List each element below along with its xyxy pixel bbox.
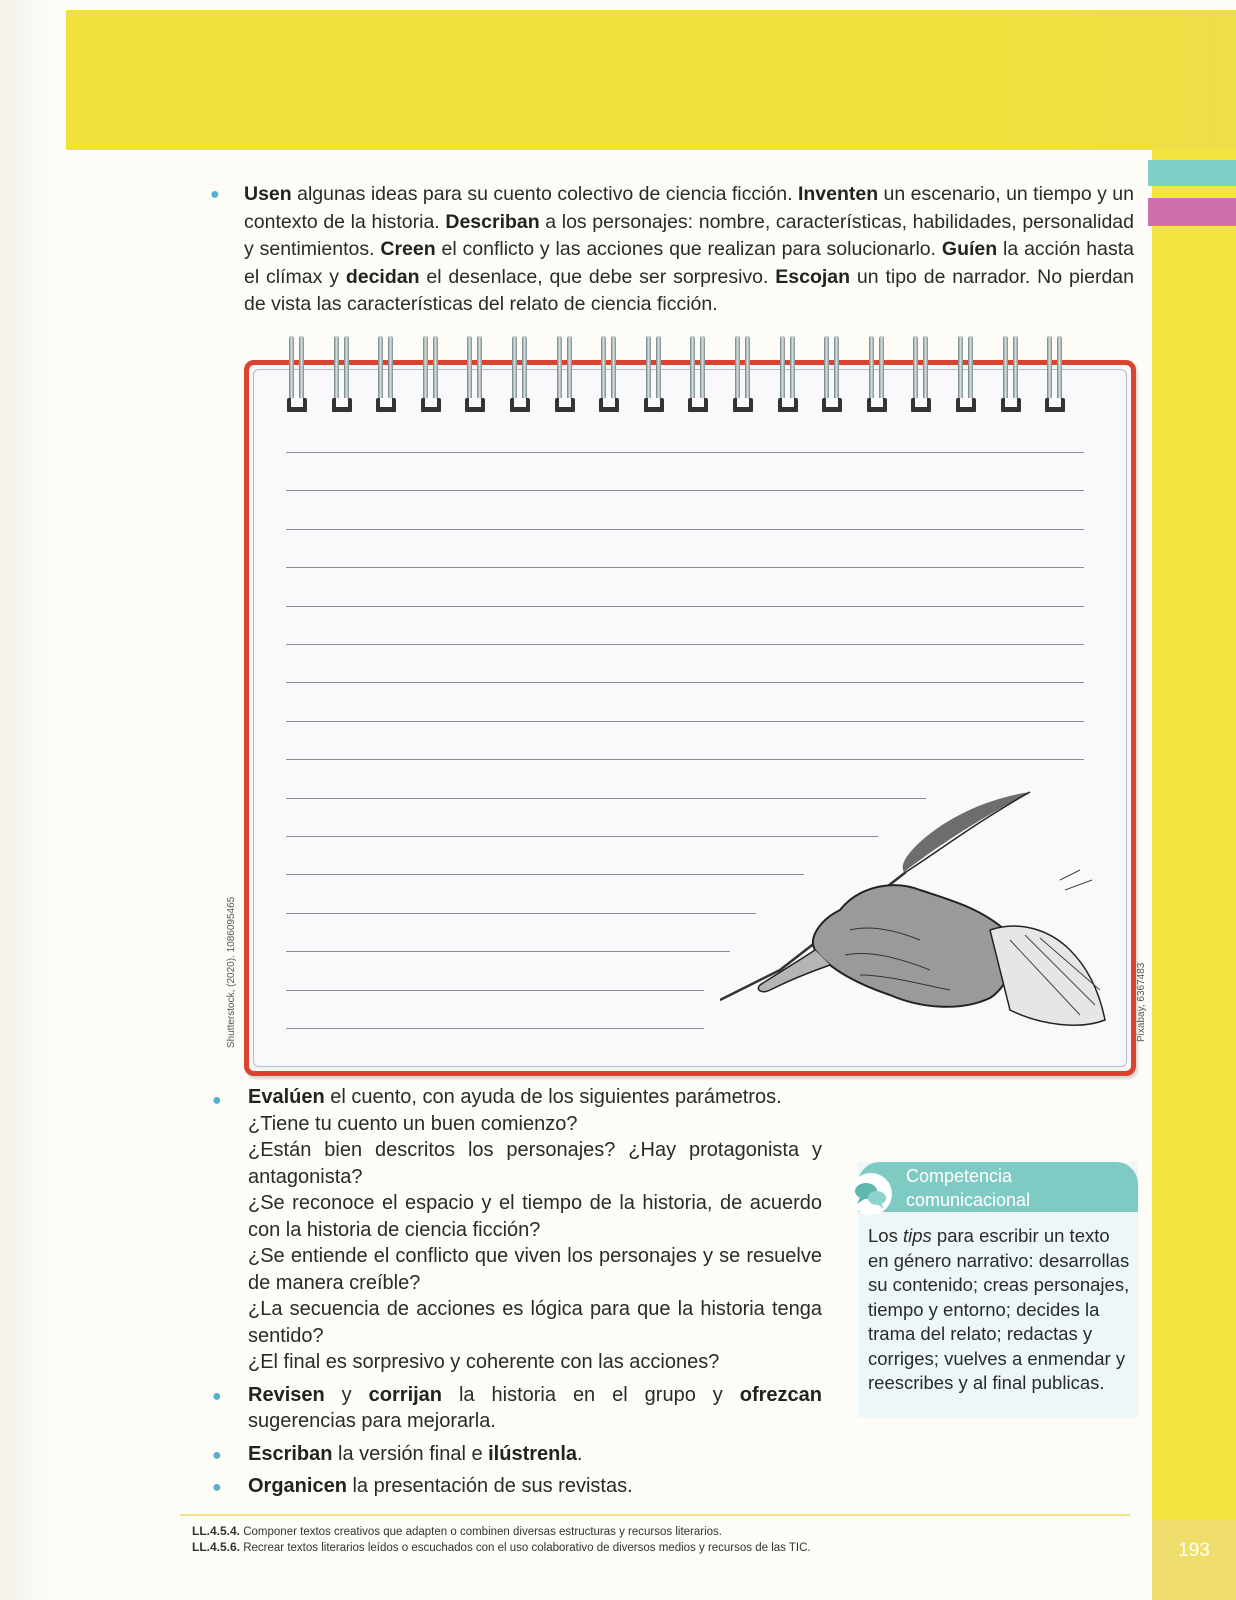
evaluation-question: ¿Se reconoce el espacio y el tiempo de la historia, de acuerdo con la historia de ciencia ficción? bbox=[248, 1192, 822, 1241]
spiral-ring bbox=[420, 336, 442, 416]
competencia-title: Competencia comunicacional bbox=[906, 1166, 1031, 1210]
writing-line bbox=[286, 644, 1084, 645]
spiral-ring bbox=[687, 336, 709, 416]
writing-line bbox=[286, 529, 1084, 530]
evaluation-question: ¿Están bien descritos los personajes? ¿Hay protagonista y antagonista? bbox=[248, 1139, 822, 1188]
photo-credit-right: Pixabay, 6367483 bbox=[1136, 962, 1147, 1042]
task-item: ● Revisen y corrijan la historia en el grupo y ofrezcan sugerencias para mejorarla. bbox=[212, 1383, 822, 1432]
bullet-icon: ● bbox=[212, 1387, 222, 1405]
quill-hand-illustration bbox=[720, 780, 1120, 1060]
writing-line bbox=[286, 1028, 704, 1029]
spiral-ring bbox=[910, 336, 932, 416]
header-band bbox=[66, 10, 1236, 150]
footer-divider bbox=[180, 1514, 1130, 1516]
evaluation-lead: Evalúen el cuento, con ayuda de los siguientes parámetros. bbox=[248, 1086, 782, 1108]
spiral-ring bbox=[331, 336, 353, 416]
curriculum-code-line: LL.4.5.4. Componer textos creativos que adapten o combinen diversas estructuras y recursos literarios. bbox=[192, 1524, 722, 1538]
spiral-ring bbox=[1044, 336, 1066, 416]
spiral-ring bbox=[732, 336, 754, 416]
page-number: 193 bbox=[1178, 1540, 1210, 1561]
writing-line bbox=[286, 721, 1084, 722]
spiral-ring bbox=[375, 336, 397, 416]
evaluation-question: ¿La secuencia de acciones es lógica para que la historia tenga sentido? bbox=[248, 1298, 822, 1347]
task-item: ● Organicen la presentación de sus revistas. bbox=[248, 1473, 822, 1500]
spiral-ring bbox=[821, 336, 843, 416]
spiral-ring bbox=[598, 336, 620, 416]
photo-credit-left: Shutterstock, (2020). 1086095465 bbox=[226, 896, 237, 1048]
spiral-ring bbox=[554, 336, 576, 416]
task-list bbox=[212, 1382, 822, 1500]
spiral-ring bbox=[509, 336, 531, 416]
bullet-icon: ● bbox=[212, 1479, 222, 1496]
spiral-ring bbox=[643, 336, 665, 416]
speech-bubbles-icon bbox=[846, 1172, 896, 1216]
bullet-icon: ● bbox=[212, 1446, 222, 1464]
writing-line bbox=[286, 913, 756, 914]
spiral-ring bbox=[955, 336, 977, 416]
bullet-icon: ● bbox=[210, 186, 220, 203]
evaluation-question: ¿Tiene tu cuento un buen comienzo? bbox=[248, 1112, 578, 1135]
spiral-ring bbox=[866, 336, 888, 416]
curriculum-code-line: LL.4.5.6. Recrear textos literarios leídos o escuchados con el uso colaborativo de diversos medios y recursos de las TIC. bbox=[192, 1540, 811, 1554]
intro-paragraph: Usen algunas ideas para su cuento colectivo de ciencia ficción. Inventen un escenario, un tiempo y un contexto de la historia. Describan a los personajes: nombre, características, habilidades, personalidad y sentimientos. Creen el conflicto y las acciones que realizan para solucionarlo. Guíen la acción hasta el clímax y decidan el desenlace, que debe ser sorpresivo. Escojan un tipo de narrador. No pierdan de vista las características del relato de ciencia ficción. bbox=[244, 183, 1134, 315]
curriculum-codes bbox=[192, 1524, 811, 1556]
spiral-ring bbox=[464, 336, 486, 416]
evaluation-block bbox=[212, 1084, 822, 1500]
evaluation-question: ¿El final es sorpresivo y coherente con las acciones? bbox=[248, 1351, 720, 1373]
spiral-ring bbox=[777, 336, 799, 416]
spiral-ring bbox=[1000, 336, 1022, 416]
section-tab-teal bbox=[1148, 160, 1236, 186]
writing-line bbox=[286, 682, 1084, 683]
spiral-ring bbox=[286, 336, 308, 416]
writing-line bbox=[286, 990, 704, 991]
bullet-icon: ● bbox=[212, 1092, 222, 1109]
section-tab-pink bbox=[1148, 198, 1236, 226]
writing-line bbox=[286, 951, 730, 952]
competencia-text: Los tips para escribir un texto en género narrativo: desarrollas su contenido; creas personajes, tiempo y entorno; decides la trama del relato; redactas y corriges; vuelves a enmendar y reescribes y al final publicas. bbox=[868, 1225, 1130, 1393]
task-item: ● Escriban la versión final e ilústrenla. bbox=[248, 1441, 822, 1468]
writing-line bbox=[286, 490, 1084, 491]
evaluation-question: ¿Se entiende el conflicto que viven los personajes y se resuelve de manera creíble? bbox=[248, 1245, 822, 1294]
writing-line bbox=[286, 759, 1084, 760]
side-strip bbox=[1152, 150, 1236, 1520]
page-gutter bbox=[0, 0, 62, 1600]
writing-line bbox=[286, 567, 1084, 568]
writing-line bbox=[286, 606, 1084, 607]
writing-line bbox=[286, 452, 1084, 453]
evaluation-questions bbox=[248, 1111, 822, 1376]
